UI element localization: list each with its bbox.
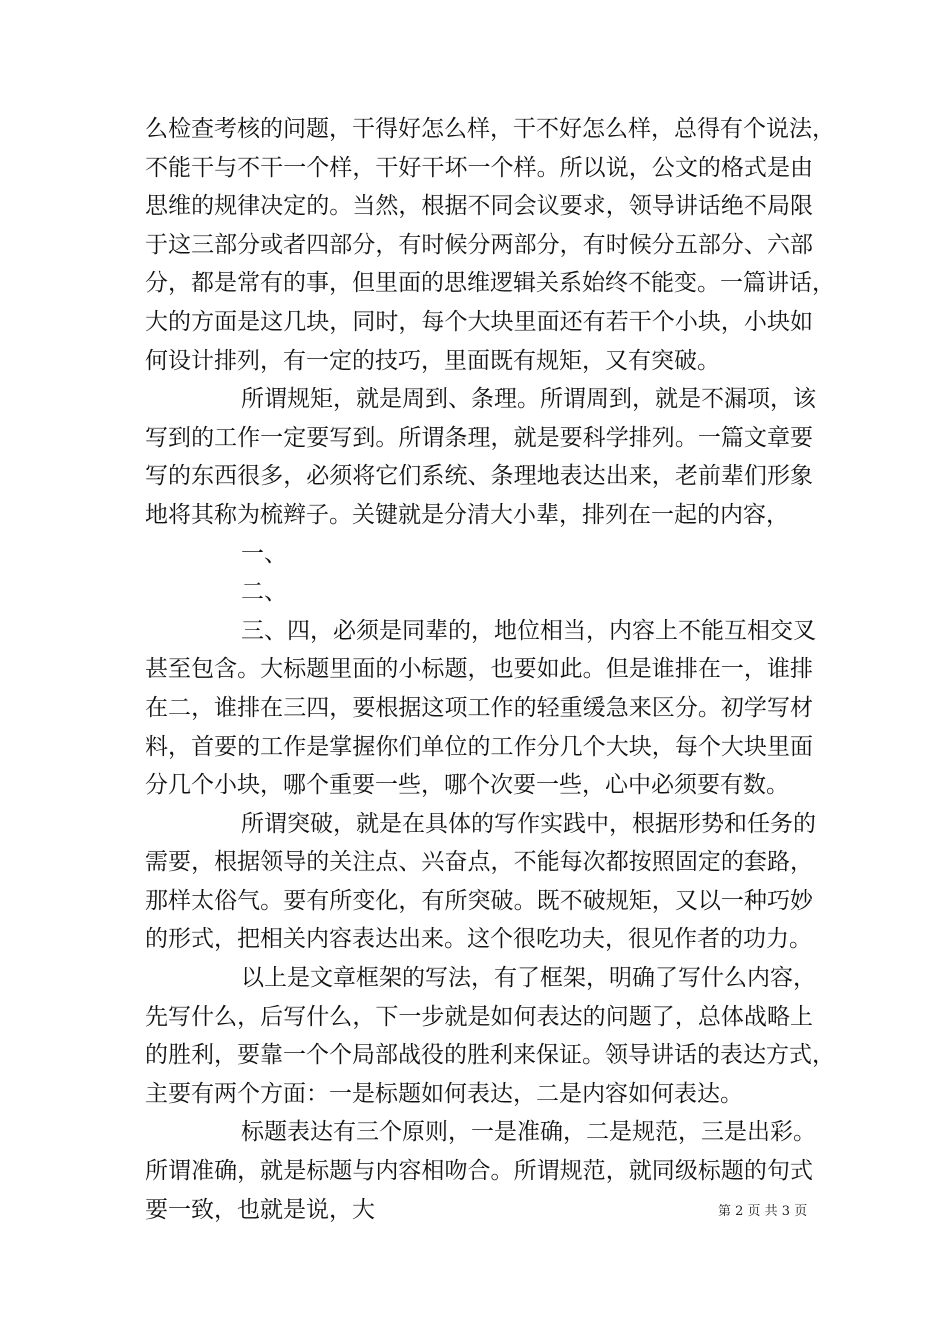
text-line: 的胜利，要靠一个个局部战役的胜利来保证。领导讲话的表达方式，	[145, 1042, 835, 1069]
text-line: 需要，根据领导的关注点、兴奋点，不能每次都按照固定的套路，	[145, 849, 813, 876]
text-line: 所谓突破，就是在具体的写作实践中，根据形势和任务的	[241, 810, 816, 837]
text-line: 不能干与不干一个样，干好干坏一个样。所以说，公文的格式是由	[145, 154, 813, 181]
document-body	[145, 110, 835, 1229]
text-line: 主要有两个方面：一是标题如何表达，二是内容如何表达。	[145, 1080, 743, 1107]
text-line: 要一致，也就是说，大	[145, 1196, 375, 1223]
text-line: 在二，谁排在三四，要根据这项工作的轻重缓急来区分。初学写材	[145, 694, 813, 721]
text-line: 甚至包含。大标题里面的小标题，也要如此。但是谁排在一，谁排	[145, 656, 813, 683]
text-line: 分，都是常有的事，但里面的思维逻辑关系始终不能变。一篇讲话，	[145, 270, 835, 297]
page-number-footer: 第 2 页 共 3 页	[718, 1204, 808, 1219]
text-line: 于这三部分或者四部分，有时候分两部分，有时候分五部分、六部	[145, 231, 813, 258]
text-line: 何设计排列，有一定的技巧，里面既有规矩，又有突破。	[145, 347, 720, 374]
text-line: 大的方面是这几块，同时，每个大块里面还有若干个小块，小块如	[145, 308, 813, 335]
text-line: 以上是文章框架的写法，有了框架，明确了写什么内容，	[241, 965, 816, 992]
text-line: 标题表达有三个原则，一是准确，二是规范，三是出彩。	[241, 1119, 816, 1146]
text-line: 思维的规律决定的。当然，根据不同会议要求，领导讲话绝不局限	[145, 193, 813, 220]
text-line: 写到的工作一定要写到。所谓条理，就是要科学排列。一篇文章要	[145, 424, 813, 451]
text-line: 的形式，把相关内容表达出来。这个很吃功夫，很见作者的功力。	[145, 926, 812, 953]
text-line: 先写什么，后写什么，下一步就是如何表达的问题了，总体战略上	[145, 1003, 813, 1030]
text-line: 分几个小块，哪个重要一些，哪个次要一些，心中必须要有数。	[145, 772, 789, 799]
text-line: 那样太俗气。要有所变化，有所突破。既不破规矩，又以一种巧妙	[145, 887, 813, 914]
text-line: 所谓准确，就是标题与内容相吻合。所谓规范，就同级标题的句式	[145, 1158, 813, 1185]
text-line: 一、	[241, 540, 287, 567]
text-line: 写的东西很多，必须将它们系统、条理地表达出来，老前辈们形象	[145, 463, 813, 490]
text-line: 所谓规矩，就是周到、条理。所谓周到，就是不漏项，该	[241, 386, 816, 413]
text-line: 三、四，必须是同辈的，地位相当，内容上不能互相交叉	[241, 617, 816, 644]
text-line: 地将其称为梳辫子。关键就是分清大小辈，排列在一起的内容，	[145, 501, 789, 528]
text-line: 料，首要的工作是掌握你们单位的工作分几个大块，每个大块里面	[145, 733, 813, 760]
text-line: 二、	[241, 579, 287, 606]
text-line: 么检查考核的问题，干得好怎么样，干不好怎么样，总得有个说法，	[145, 116, 835, 142]
